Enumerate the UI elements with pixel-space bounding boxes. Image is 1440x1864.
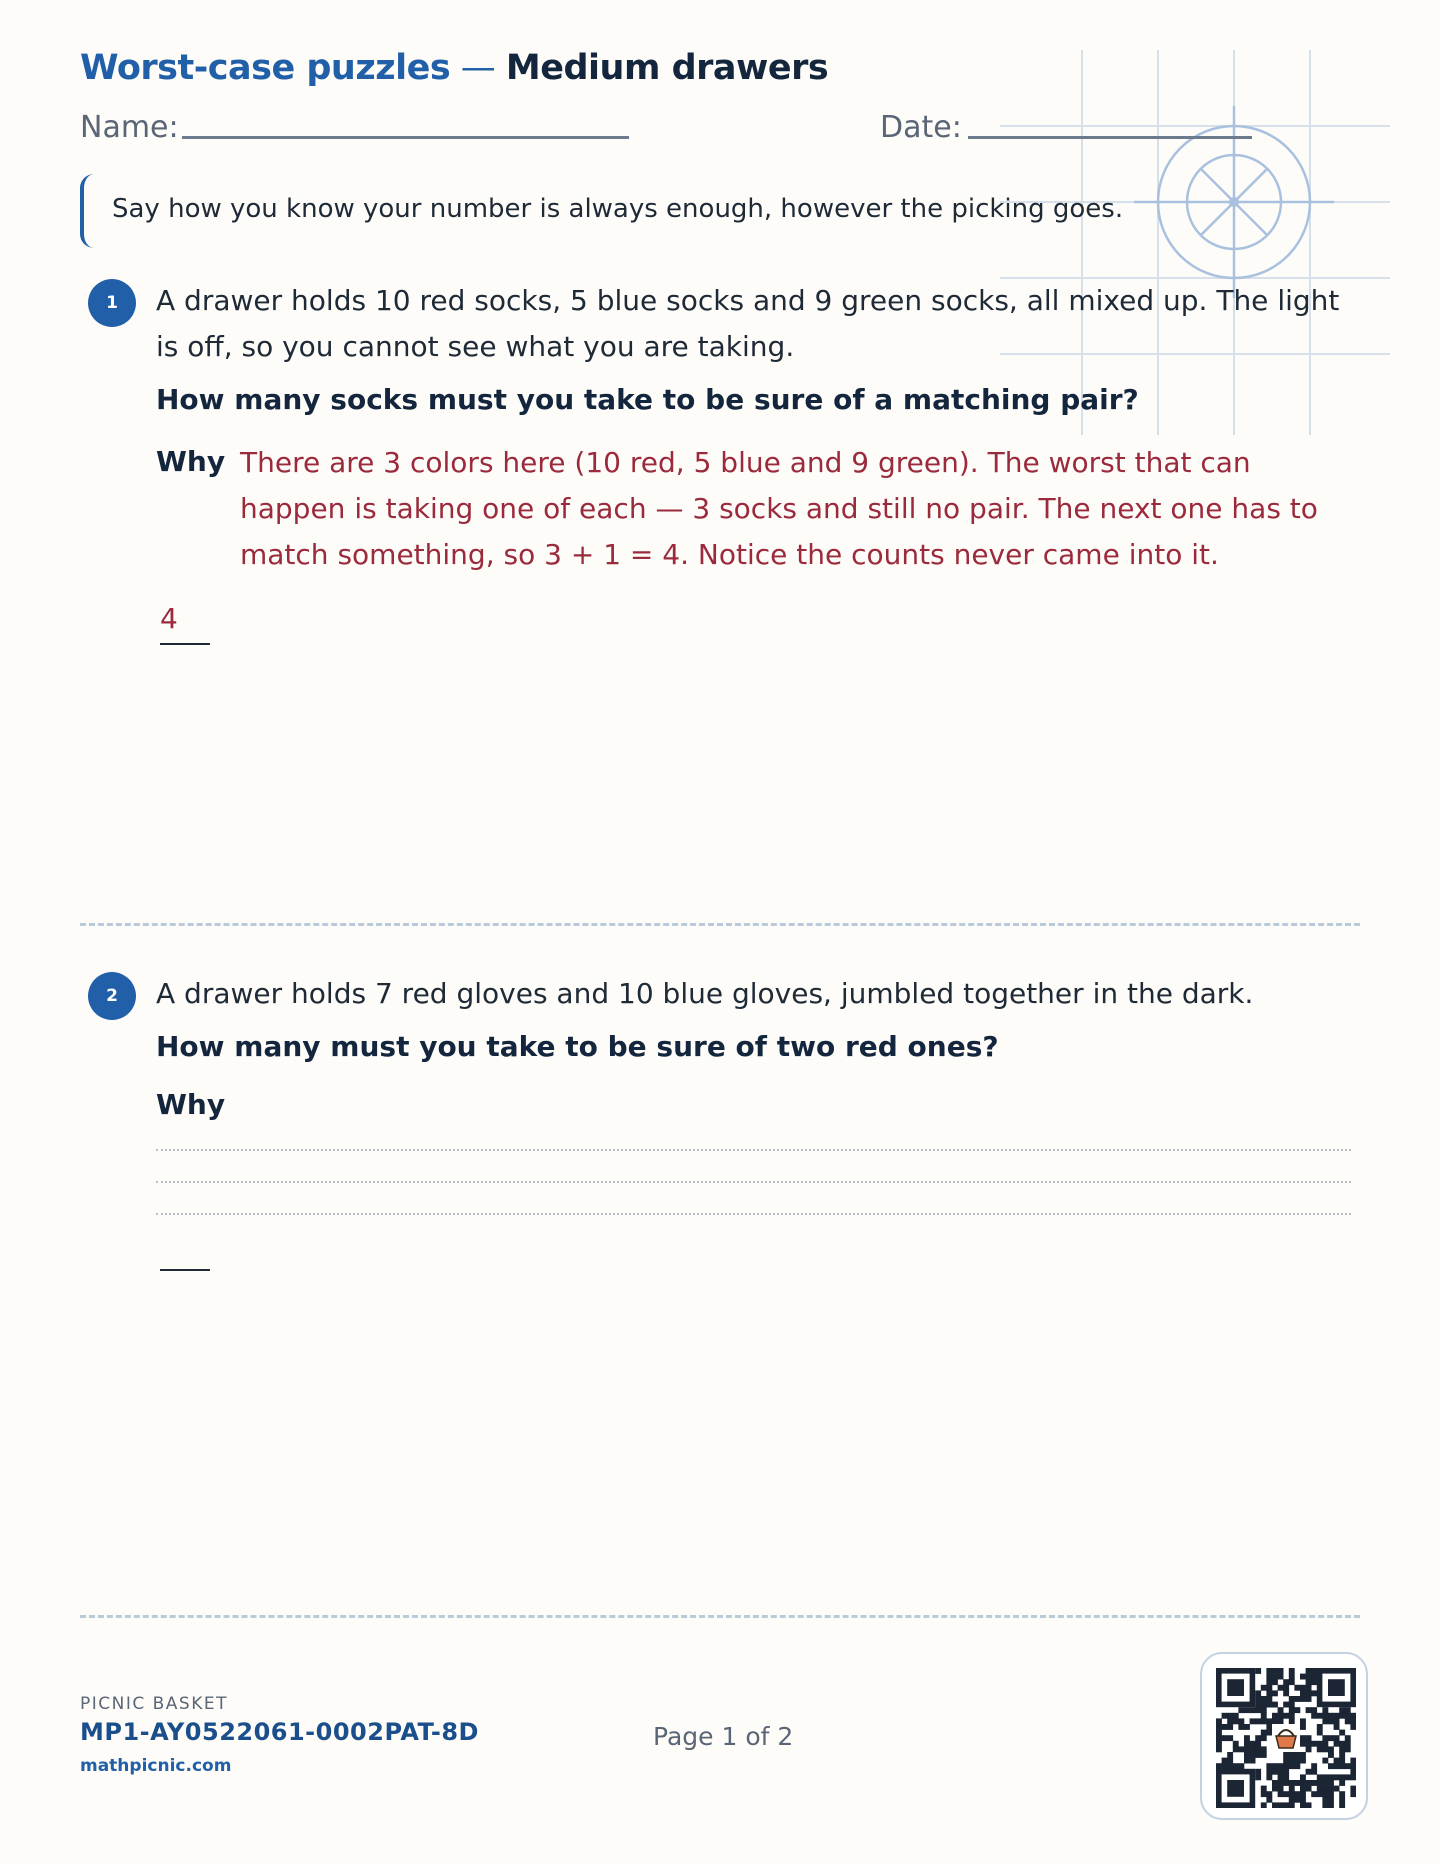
title-separator: —	[450, 48, 506, 88]
basket-icon	[1272, 1724, 1300, 1752]
footer-code: MP1-AY0522061-0002PAT-8D	[80, 1718, 479, 1746]
question-number-badge: 1	[88, 279, 136, 327]
callout-bar	[80, 174, 94, 248]
question-ask: How many socks must you take to be sure of a matching pair?	[156, 383, 1139, 416]
question-divider	[80, 923, 1360, 926]
qr-finder-pattern	[1219, 1671, 1253, 1705]
date-label: Date:	[880, 110, 962, 145]
name-field[interactable]	[182, 136, 629, 139]
answer-blank[interactable]	[160, 1269, 210, 1271]
qr-code-icon	[1216, 1668, 1356, 1808]
why-explanation: There are 3 colors here (10 red, 5 blue and 9 green). The worst that can happen is taking one of each — 3 socks and still no pair. The next one has to match something, so 3 + 1 = 4. Notice the counts never came into it.	[240, 446, 1318, 571]
why-label: Why	[156, 445, 226, 478]
why-label: Why	[156, 1088, 226, 1121]
name-label: Name:	[80, 110, 179, 145]
footer-brand: PICNIC BASKET	[80, 1694, 228, 1714]
answer-blank[interactable]	[160, 643, 210, 645]
question-divider	[80, 1615, 1360, 1618]
worksheet-title	[80, 48, 828, 88]
instruction-text: Say how you know your number is always enough, however the picking goes.	[112, 194, 1124, 224]
footer-site-link[interactable]: mathpicnic.com	[80, 1756, 232, 1776]
question-ask: How many must you take to be sure of two red ones?	[156, 1030, 999, 1063]
title-sub: Medium drawers	[505, 48, 829, 88]
writing-line[interactable]	[156, 1213, 1351, 1215]
writing-line[interactable]	[156, 1181, 1351, 1183]
date-field[interactable]	[968, 136, 1252, 139]
writing-line[interactable]	[156, 1149, 1351, 1151]
qr-finder-pattern	[1320, 1671, 1354, 1705]
instruction-callout	[80, 174, 1160, 248]
question-number-badge: 2	[88, 972, 136, 1020]
qr-finder-pattern	[1219, 1772, 1253, 1806]
question-stem: A drawer holds 10 red socks, 5 blue socks and 9 green socks, all mixed up. The light is off, so you cannot see what you are taking.	[156, 284, 1340, 363]
title-main: Worst-case puzzles	[80, 48, 451, 88]
question-stem: A drawer holds 7 red gloves and 10 blue gloves, jumbled together in the dark.	[156, 977, 1254, 1010]
page-number: Page 1 of 2	[653, 1722, 794, 1751]
answer-value: 4	[160, 602, 178, 635]
qr-code-container	[1200, 1652, 1368, 1820]
